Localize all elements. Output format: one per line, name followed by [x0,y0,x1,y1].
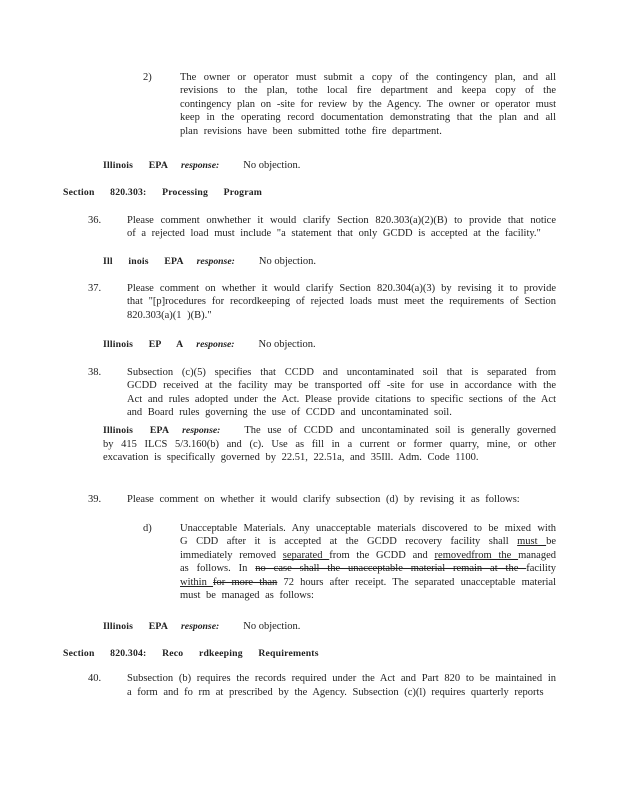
response-text: No objection. [243,160,301,172]
item-40-number: 40. [88,673,102,685]
item-38-text: Subsection (c)(5) specifies that CCDD and uncontaminated soil that is separated from GCDD received at the facility may be transported off -site for use in accordance with the Act and rules adopted under the Act. Please provide citations to specific sections of the Act and Board rules governing the use of CCDD and uncontaminated soil. [127,366,556,418]
response-agency: Illinois EPA [103,621,169,633]
section-heading-820-303: Section 820.303: Processing Program [63,187,263,199]
redline-run-deleted: for more than [213,576,278,588]
response-agency: Illinois EPA [103,425,170,437]
redline-run-deleted: no case shall the unacceptable material remain at the [255,563,527,575]
item-38-number: 38. [88,366,102,378]
redline-run: Unacceptable Materials. Any unacceptable materials discovered to be mixed with G CDD after it is accepted at the GCDD recovery facility shall [180,522,556,548]
item-37-text: Please comment on whether it would clarify Section 820.304(a)(3) by revising it to provide that "[p]rocedures for recordkeeping of rejected loads must meet the requirements of Section 820.303(a)(1 )(B)." [127,283,556,321]
epa-response-5 [103,620,618,633]
response-text: No objection. [243,621,301,633]
response-word: response: [196,255,235,267]
subitem-d-text [180,522,556,602]
redline-run-inserted: removedfrom the [434,549,519,561]
item-36-number: 36. [88,214,102,226]
response-word: response: [196,339,235,351]
item-40-text: Subsection (b) requires the records required under the Act and Part 820 to be maintained in a form and fo rm at prescribed by the Agency. Subsection (c)(l) requires quarterly reports [127,673,556,698]
subitem-d [143,522,618,602]
section-heading-820-304: Section 820.304: Reco rdkeeping Requirements [63,647,319,659]
redline-run-inserted: within [180,576,214,588]
item-36-text: Please comment onwhether it would clarify Section 820.303(a)(2)(B) to provide that notice of a rejected load must include "a statement that only GCDD is accepted at the facility." [127,214,556,240]
redline-run: from the GCDD and [329,549,435,561]
response-word: response: [181,160,220,172]
epa-response-3 [103,338,618,351]
redline-run: 72 hours after receipt. The separated unacceptable material must be managed as follows: [180,576,556,601]
epa-response-4 [103,424,556,464]
epa-response-1 [103,159,618,172]
item-37 [88,282,618,322]
subitem-2-label: 2) [143,72,152,83]
redline-run-inserted: separated [282,549,330,561]
response-agency: Ill inois EPA [103,255,184,267]
redline-run: managed as follows. In [180,549,556,575]
subitem-2 [143,71,618,138]
item-39 [88,493,618,506]
item-39-text: Please comment on whether it would clarify subsection (d) by revising it as follows: [127,493,520,505]
item-38 [88,366,618,420]
redline-run-inserted: must [517,536,547,548]
redline-run: facility [526,563,556,575]
item-39-number: 39. [88,493,102,505]
item-36 [88,214,618,241]
response-agency: Illinois EP A [103,339,184,351]
redline-run: be immediately removed [180,536,556,561]
item-37-number: 37. [88,283,102,295]
response-agency: Illinois EPA [103,160,169,172]
response-word: response: [182,425,221,437]
response-text: No objection. [258,255,317,267]
response-word: response: [181,621,220,633]
subitem-2-text: The owner or operator must submit a copy of the contingency plan, and all revisions to the plan, tothe local fire department and keepa copy of the contingency plan on -site for review by the Agency. The owner or operator must keep in the operating record documentation demonstrating that the plan and all plan revisions have been submitted tothe fire department. [180,72,556,137]
item-40 [88,672,618,699]
subitem-d-label: d) [143,522,152,534]
response-text: No objection. [258,339,316,351]
epa-response-2 [103,255,618,268]
response-text: The use of CCDD and uncontaminated soil is generally governed by 415 ILCS 5/3.160(b) and (c). Use as fill in a current or former quarry, mine, or other excavation is specifically governed by 22.51, 22.51a, and 35Ill. Adm. Code 1100. [103,425,557,464]
